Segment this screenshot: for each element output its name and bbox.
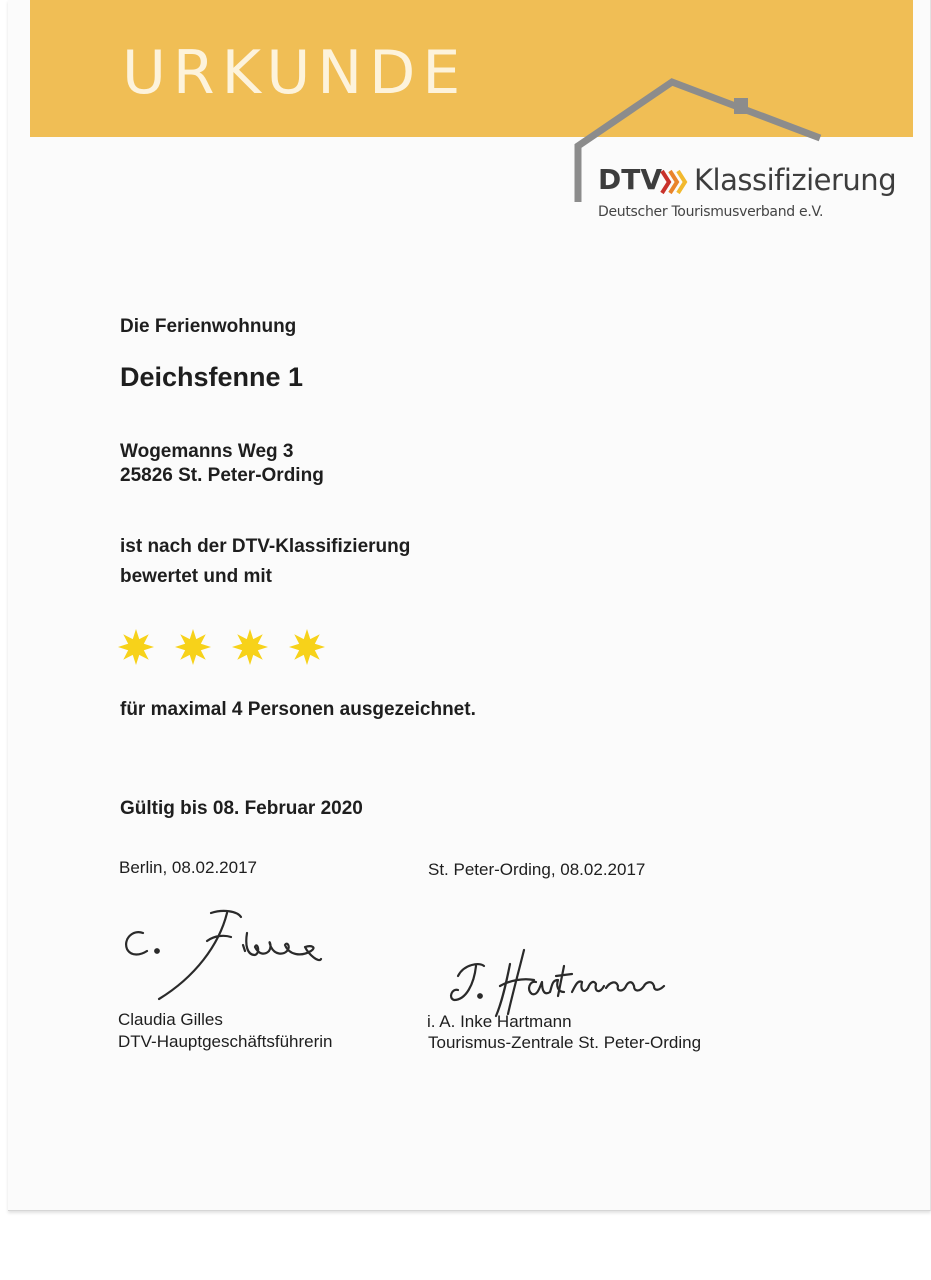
left-signer-role: DTV-Hauptgeschäftsführerin bbox=[118, 1032, 333, 1051]
intro-text: Die Ferienwohnung bbox=[120, 316, 297, 337]
right-place-date: St. Peter-Ording, 08.02.2017 bbox=[428, 860, 646, 879]
star-icon bbox=[289, 629, 325, 665]
certificate-title: URKUNDE bbox=[122, 38, 468, 108]
award-text: für maximal 4 Personen ausgezeichnet. bbox=[120, 699, 476, 720]
star-icon bbox=[175, 629, 211, 665]
right-signer-name: i. A. Inke Hartmann bbox=[427, 1012, 572, 1031]
right-signer-role: Tourismus-Zentrale St. Peter-Ording bbox=[428, 1033, 702, 1052]
signature-left bbox=[115, 905, 335, 1005]
star-icon bbox=[118, 629, 154, 665]
chevrons-icon bbox=[660, 167, 688, 197]
star-rating bbox=[117, 626, 332, 668]
left-signer-name: Claudia Gilles bbox=[118, 1010, 223, 1029]
logo-subtitle: Deutscher Tourismusverband e.V. bbox=[598, 204, 824, 220]
signature-right bbox=[440, 940, 670, 1020]
validity-text: Gültig bis 08. Februar 2020 bbox=[120, 798, 363, 819]
address-line1: Wogemanns Weg 3 bbox=[120, 441, 294, 462]
statement-line2: bewertet und mit bbox=[120, 566, 273, 587]
left-place-date: Berlin, 08.02.2017 bbox=[119, 858, 257, 877]
statement-line1: ist nach der DTV-Klassifizierung bbox=[120, 536, 411, 557]
address-line2: 25826 St. Peter-Ording bbox=[120, 465, 324, 486]
logo-dtv-text: DTV bbox=[598, 163, 663, 196]
logo-klassifizierung-text: Klassifizierung bbox=[694, 163, 897, 197]
star-icon bbox=[232, 629, 268, 665]
property-name: Deichsfenne 1 bbox=[120, 362, 304, 392]
